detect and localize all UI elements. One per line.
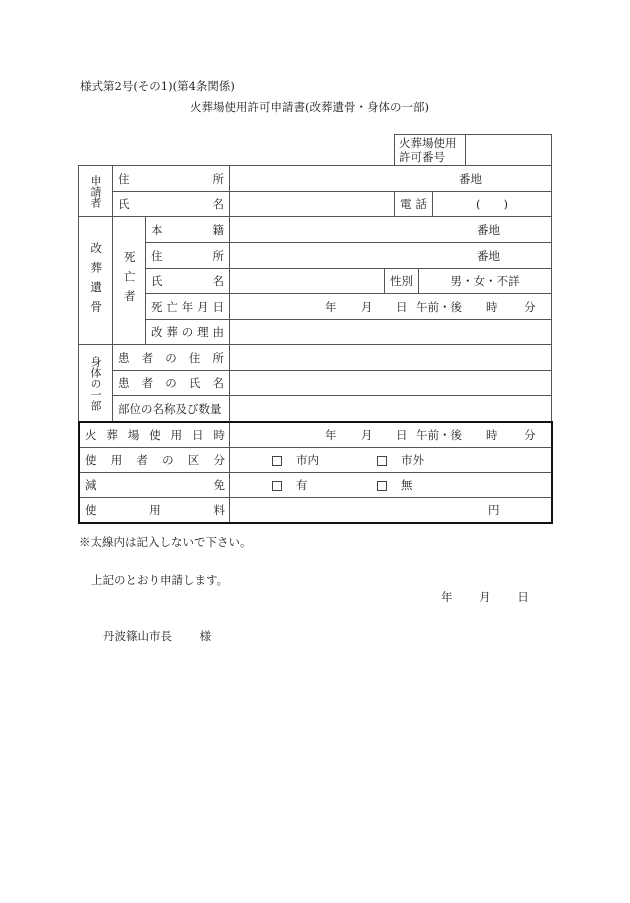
permit-number-label: 火葬場使用 許可番号 — [399, 136, 457, 164]
form-number: 様式第2号(その1)(第4条関係) — [80, 79, 235, 93]
part-label: 部位の名称及び数量 — [118, 401, 222, 416]
patient-name-field[interactable] — [230, 371, 551, 395]
applicant-group-label: 申請者 — [89, 174, 102, 208]
user-class-option-outside[interactable]: 市外 — [377, 452, 424, 468]
honseki-label: 本 籍 — [151, 222, 224, 237]
patient-name-label: 患 者 の 氏 名 — [118, 376, 224, 390]
permit-number-field[interactable] — [467, 136, 549, 163]
reason-field[interactable] — [230, 320, 551, 344]
exemption-option-no[interactable]: 無 — [377, 477, 413, 493]
reason-label: 改 葬 の 理 由 — [151, 325, 224, 339]
patient-address-field[interactable] — [230, 345, 551, 370]
fee-field[interactable]: 円 — [488, 503, 500, 517]
declaration-text: 上記のとおり申請します。 — [91, 573, 229, 587]
reburial-group-label: 改葬遺骨 — [89, 241, 104, 320]
deceased-address-field[interactable]: 番地 — [477, 248, 500, 263]
sex-options[interactable]: 男・女・不詳 — [450, 274, 520, 288]
death-date-field[interactable]: 年 月 日 午前・後 時 分 — [325, 299, 536, 314]
user-class-field — [230, 448, 551, 472]
applicant-address-field[interactable]: 番地 — [459, 171, 482, 186]
deceased-label: 死亡者 — [122, 251, 137, 310]
note-text: ※太線内は記入しないで下さい。 — [79, 535, 252, 549]
patient-address-label: 患 者 の 住 所 — [118, 350, 224, 365]
applicant-name-label: 氏 名 — [118, 197, 224, 211]
deceased-address-label: 住 所 — [151, 248, 224, 263]
body-part-group-label: 身体の一部 — [89, 355, 102, 411]
checkbox-icon[interactable] — [272, 456, 282, 466]
honseki-field[interactable]: 番地 — [477, 222, 500, 237]
checkbox-icon[interactable] — [377, 456, 387, 466]
checkbox-icon[interactable] — [272, 481, 282, 491]
application-date[interactable]: 年 月 日 — [441, 590, 529, 604]
applicant-name-field[interactable] — [230, 192, 394, 216]
deceased-name-label: 氏 名 — [151, 274, 224, 288]
applicant-phone-label: 電 話 — [400, 197, 427, 211]
death-date-label: 死 亡 年 月 日 — [151, 299, 224, 314]
sex-label: 性別 — [390, 274, 413, 288]
deceased-name-field[interactable] — [230, 269, 384, 293]
fee-label: 使 用 料 — [85, 503, 225, 517]
exemption-option-yes[interactable]: 有 — [272, 477, 308, 493]
addressee: 丹波篠山市長 様 — [103, 629, 212, 643]
use-date-field[interactable]: 年 月 日 午前・後 時 分 — [325, 428, 536, 442]
part-field[interactable] — [230, 396, 551, 421]
user-class-label: 使 用 者 の 区 分 — [85, 453, 225, 467]
checkbox-icon[interactable] — [377, 481, 387, 491]
applicant-phone-field[interactable]: ( ) — [476, 197, 508, 211]
applicant-address-label: 住 所 — [118, 171, 224, 186]
user-class-option-city[interactable]: 市内 — [272, 452, 319, 468]
exemption-label: 減 免 — [85, 478, 225, 492]
exemption-field — [230, 473, 551, 497]
use-date-label: 火 葬 場 使 用 日 時 — [85, 428, 225, 442]
page-title: 火葬場使用許可申請書(改葬遺骨・身体の一部) — [190, 100, 429, 114]
